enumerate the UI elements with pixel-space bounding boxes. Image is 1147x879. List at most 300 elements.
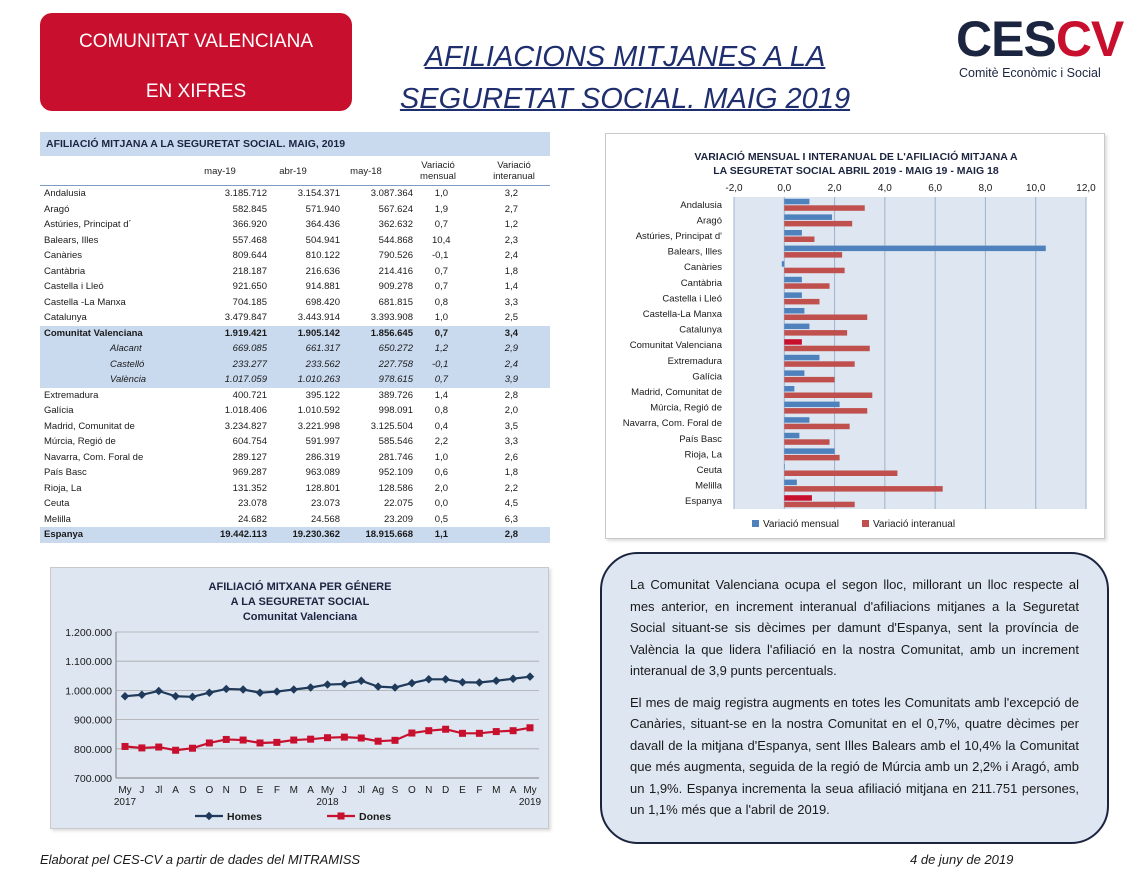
cell-name: València (110, 374, 147, 385)
legend-label-homes: Homes (227, 811, 263, 823)
table-row (40, 434, 550, 450)
cell-vi: 1,4 (504, 281, 518, 292)
bar-mensual (784, 324, 809, 330)
badge-line1: COMUNITAT VALENCIANA (78, 31, 313, 52)
cell-vm: 1,1 (434, 529, 448, 540)
cell-name: Balears, Illes (44, 234, 99, 246)
category-label: País Basc (679, 433, 722, 445)
category-label: Navarra, Com. Foral de (622, 418, 722, 430)
x-tick-label: O (205, 785, 214, 796)
y-tick-label: 700.000 (74, 773, 112, 785)
cell-abr19: 128.801 (305, 482, 340, 494)
cell-may18: 650.272 (378, 343, 413, 354)
point-homes (441, 675, 449, 683)
point-dones (510, 727, 517, 734)
cell-name: Aragó (44, 203, 70, 215)
bar-interanual (784, 361, 854, 367)
bar-chart-title-line2: LA SEGURETAT SOCIAL ABRIL 2019 - MAIG 19 - MAIG 18 (713, 165, 999, 177)
bar-mensual (784, 246, 1045, 252)
cell-may18: 18.915.668 (365, 529, 413, 540)
cell-may19: 604.754 (232, 436, 267, 447)
col-var-mensual: Variació mensual (420, 160, 456, 182)
cell-vm: 1,4 (434, 389, 448, 401)
table-row (40, 481, 550, 497)
point-dones (206, 739, 213, 746)
cell-vi: 2,9 (504, 343, 518, 354)
cell-vi: 3,5 (504, 420, 518, 432)
bar-interanual (784, 424, 849, 430)
commentary-paragraph-1: La Comunitat Valenciana ocupa el segon lloc, millorant un lloc respecte al mes anterior, en increment interanual d'afiliacions mitjanes a la Seguretat Social situant-se sis dècimes per damunt d'Espanya, sent la província de València la que lidera l'afiliació en la nostra Comunitat, amb un increment interanual de 3,9 punts percentuals. (630, 577, 1079, 678)
cell-may18: 998.091 (378, 405, 413, 416)
cell-vm: 0,7 (434, 265, 448, 277)
legend-label-mensual: Variació mensual (763, 519, 839, 530)
cell-vm: -0,1 (432, 250, 449, 261)
cell-name: Galícia (44, 405, 74, 416)
cell-vm: 1,9 (434, 203, 448, 215)
category-label: Comunitat Valenciana (629, 340, 722, 352)
cell-name: Ceuta (44, 498, 70, 509)
y-tick-label: 900.000 (74, 714, 112, 727)
cell-abr19: 19.230.362 (292, 529, 340, 540)
cell-name: Madrid, Comunitat de (44, 420, 135, 432)
cell-may18: 978.615 (378, 374, 413, 385)
x-tick-label: F (476, 785, 483, 796)
cell-vm: 0,5 (434, 513, 448, 525)
bar-mensual (784, 199, 809, 205)
bar-interanual (784, 221, 852, 227)
cell-abr19: 3.154.371 (297, 188, 340, 199)
table-row (40, 248, 550, 264)
gender-line-chart (50, 567, 549, 829)
cell-name: Espanya (44, 529, 84, 540)
cell-vi: 2,3 (504, 234, 518, 246)
cell-may19: 19.442.113 (219, 529, 267, 540)
cell-abr19: 698.420 (305, 296, 340, 308)
cell-name: Castella i Lleó (44, 281, 104, 292)
table-row (40, 202, 550, 218)
cell-may18: 23.209 (383, 513, 413, 525)
cell-vm: 2,0 (434, 482, 448, 494)
category-label: Aragó (696, 215, 722, 227)
cell-abr19: 395.122 (305, 389, 340, 401)
cell-may19: 3.185.712 (224, 188, 267, 199)
bar-mensual (784, 480, 797, 486)
cell-abr19: 571.940 (305, 203, 340, 215)
cell-name: Extremadura (44, 389, 99, 401)
badge-line2: EN XIFRES (145, 81, 247, 102)
legend-marker-dones (338, 813, 345, 820)
cell-may19: 366.920 (232, 219, 267, 230)
table-row (40, 295, 550, 311)
point-homes (171, 692, 179, 700)
cell-vm: 0,6 (434, 467, 448, 478)
point-homes (323, 680, 331, 688)
cell-abr19: 661.317 (305, 343, 340, 354)
cell-may18: 909.278 (378, 281, 413, 292)
x-tick-label: My (118, 785, 132, 796)
bar-interanual (784, 283, 829, 289)
cell-may18: 389.726 (378, 389, 413, 401)
point-dones (257, 739, 264, 746)
point-homes (509, 674, 517, 682)
table-row (40, 496, 550, 512)
cell-may18: 585.546 (378, 436, 413, 447)
col-var-interanual: Variació interanual (493, 160, 535, 182)
cell-abr19: 216.636 (305, 265, 340, 277)
table-header (40, 156, 550, 186)
cell-vi: 3,2 (504, 188, 518, 199)
bar-interanual (784, 455, 839, 461)
point-dones (223, 736, 230, 743)
x-tick-label: Ag (372, 785, 385, 796)
cell-vm: 1,0 (434, 188, 448, 199)
bar-mensual (784, 292, 802, 298)
cell-may19: 704.185 (232, 296, 267, 308)
cell-may18: 567.624 (378, 203, 413, 215)
point-homes (121, 692, 129, 700)
cell-abr19: 1.010.263 (297, 374, 340, 385)
x-tick-label: 2,0 (827, 183, 842, 194)
x-tick-label: D (442, 785, 450, 796)
point-homes (526, 672, 534, 680)
cell-may19: 1.018.406 (224, 405, 267, 416)
region-badge (40, 13, 352, 111)
point-dones (324, 734, 331, 741)
table-row-espanya (40, 527, 550, 543)
x-tick-label: S (189, 785, 196, 796)
category-label: Castella i Lleó (662, 293, 722, 305)
bar-mensual (784, 417, 809, 423)
year-label: 2017 (113, 797, 137, 808)
bar-interanual (784, 315, 867, 321)
point-dones (527, 724, 534, 731)
category-label: Espanya (685, 496, 722, 508)
table-row (40, 279, 550, 295)
cell-name: Castelló (110, 358, 145, 370)
affiliation-table (40, 132, 550, 543)
point-homes (138, 691, 146, 699)
category-label: Cantàbria (680, 277, 722, 289)
category-label: Extremadura (667, 355, 722, 367)
x-tick-label: A (509, 785, 517, 796)
cell-vi: 1,2 (504, 219, 518, 230)
bar-mensual (784, 355, 819, 361)
table-row (40, 233, 550, 249)
category-label: Canàries (683, 262, 722, 274)
cell-abr19: 23.073 (310, 498, 340, 509)
cell-vm: 2,2 (434, 436, 448, 447)
bar-interanual (784, 377, 834, 383)
point-homes (340, 680, 348, 688)
commentary-box (600, 552, 1109, 844)
category-label: Ceuta (696, 465, 722, 476)
cell-may19: 557.468 (232, 234, 267, 246)
x-tick-label: 6,0 (928, 183, 943, 194)
x-tick-label: 4,0 (877, 183, 892, 194)
table-row (40, 341, 550, 357)
bar-mensual (784, 448, 834, 454)
cell-may18: 544.868 (378, 234, 413, 246)
point-dones (290, 737, 297, 744)
table-title: AFILIACIÓ MITJANA A LA SEGURETAT SOCIAL. MAIG, 2019 (40, 132, 550, 156)
cell-abr19: 233.562 (305, 358, 340, 370)
point-dones (476, 730, 483, 737)
cell-vi: 1,8 (504, 467, 518, 478)
cell-abr19: 963.089 (305, 467, 340, 478)
x-tick-label: J (341, 785, 347, 796)
bar-interanual (784, 268, 844, 274)
point-homes (357, 677, 365, 685)
table-row (40, 357, 550, 373)
cell-may19: 809.644 (232, 250, 267, 261)
cell-may18: 790.526 (378, 250, 413, 261)
legend-label-dones: Dones (359, 811, 392, 823)
x-tick-label: S (391, 785, 399, 796)
cell-may19: 23.078 (237, 498, 267, 509)
cell-may18: 227.758 (378, 358, 413, 370)
cell-vm: 0,0 (434, 498, 448, 509)
point-homes (155, 687, 163, 695)
table-row (40, 450, 550, 466)
cell-name: Rioja, La (44, 482, 82, 494)
cell-may19: 969.287 (232, 467, 267, 478)
legend-marker-homes (205, 812, 213, 820)
x-tick-label: 10,0 (1025, 183, 1046, 194)
point-dones (375, 738, 382, 745)
cell-may18: 1.856.645 (370, 327, 413, 339)
category-label: Catalunya (679, 324, 722, 336)
cell-name: Andalusia (44, 188, 86, 199)
table-row (40, 512, 550, 528)
legend-swatch-mensual (752, 520, 759, 527)
point-homes (408, 679, 416, 687)
x-tick-label: 12,0 (1076, 183, 1096, 194)
cell-vi: 1,8 (504, 265, 518, 277)
x-tick-label: My (320, 785, 335, 796)
line-chart-title-line1: AFILIACIÓ MITXANA PER GÉNERE (208, 581, 392, 593)
point-dones (189, 745, 196, 752)
point-dones (122, 743, 129, 750)
category-label: Madrid, Comunitat de (631, 387, 722, 398)
cell-vi: 2,8 (504, 389, 518, 401)
page-title-line2: SEGURETAT SOCIAL. MAIG 2019 (399, 83, 851, 115)
category-label: Balears, Illes (667, 246, 722, 258)
logo-wordmark: CESCV (956, 11, 1124, 67)
point-dones (138, 744, 145, 751)
point-dones (459, 730, 466, 737)
table-row (40, 264, 550, 280)
cell-abr19: 810.122 (305, 250, 340, 261)
legend-label-interanual: Variació interanual (873, 519, 956, 530)
point-homes (290, 685, 298, 693)
cell-name: Melilla (44, 513, 71, 525)
cell-name: Castella -La Manxa (44, 296, 126, 308)
cell-may19: 233.277 (232, 358, 267, 370)
cell-may19: 3.234.827 (224, 420, 267, 432)
x-tick-label: M (289, 785, 298, 796)
category-label: Melilla (695, 480, 722, 492)
table-row (40, 186, 550, 202)
point-homes (475, 678, 483, 686)
cell-may19: 218.187 (232, 265, 267, 277)
x-tick-label: E (256, 785, 264, 796)
bar-mensual (782, 261, 785, 267)
cell-name: Múrcia, Regió de (44, 436, 116, 447)
bar-interanual (784, 486, 942, 492)
cell-vm: 0,7 (434, 327, 448, 339)
cell-vm: 0,7 (434, 281, 448, 292)
point-homes (239, 685, 247, 693)
cell-vi: 2,2 (504, 482, 518, 494)
cell-may19: 1.017.059 (224, 374, 267, 385)
point-dones (392, 737, 399, 744)
bar-interanual (784, 346, 869, 352)
point-dones (273, 739, 280, 746)
x-tick-label: M (492, 785, 501, 796)
cell-abr19: 3.221.998 (297, 420, 340, 432)
legend-swatch-interanual (862, 520, 869, 527)
cell-may18: 3.393.908 (370, 312, 413, 323)
cell-name: País Basc (44, 467, 87, 478)
bar-interanual (784, 299, 819, 305)
x-tick-label: 0,0 (777, 183, 792, 194)
cell-name: Canàries (44, 250, 83, 261)
point-homes (374, 682, 382, 690)
cell-vm: 0,7 (434, 219, 448, 230)
cell-vi: 2,4 (504, 250, 518, 261)
bar-interanual (784, 205, 864, 211)
x-tick-label: O (407, 785, 416, 796)
line-chart-title-line3: Comunitat Valenciana (242, 611, 358, 623)
cell-name: Navarra, Com. Foral de (44, 451, 144, 463)
table-row (40, 465, 550, 481)
x-tick-label: N (222, 785, 230, 796)
bar-mensual (784, 214, 832, 220)
cell-may19: 131.352 (232, 482, 267, 494)
point-homes (273, 687, 281, 695)
point-dones (307, 736, 314, 743)
point-dones (155, 744, 162, 751)
cell-vm: 1,2 (434, 343, 448, 354)
cell-name: Catalunya (44, 312, 87, 323)
cell-vi: 3,4 (504, 327, 518, 339)
variation-bar-chart (605, 133, 1105, 539)
col-may19: may-19 (204, 166, 236, 177)
cell-abr19: 1.905.142 (297, 327, 340, 339)
y-tick-label: 800.000 (74, 743, 112, 756)
cell-vi: 3,3 (504, 296, 518, 308)
point-homes (458, 678, 466, 686)
point-homes (256, 688, 264, 696)
cell-vm: 10,4 (432, 234, 451, 246)
bar-mensual (784, 495, 812, 501)
cell-may18: 3.087.364 (370, 188, 413, 199)
cell-may19: 289.127 (232, 451, 267, 463)
bar-interanual (784, 502, 854, 508)
point-homes (492, 677, 500, 685)
y-tick-label: 1.200.000 (65, 627, 112, 639)
bar-mensual (784, 339, 802, 345)
publication-date: 4 de juny de 2019 (910, 852, 1014, 867)
point-dones (358, 734, 365, 741)
logo-subtitle: Comitè Econòmic i Social (959, 66, 1101, 80)
point-dones (408, 730, 415, 737)
cell-vm: -0,1 (432, 358, 449, 370)
point-dones (240, 737, 247, 744)
cell-vi: 2,5 (504, 312, 518, 323)
line-chart-title-line2: A LA SEGURETAT SOCIAL (230, 596, 370, 608)
bar-mensual (784, 277, 802, 283)
x-tick-label: Jl (155, 785, 163, 796)
bar-interanual (784, 330, 847, 336)
cell-may19: 921.650 (232, 281, 267, 292)
variation-bar-chart-svg (606, 134, 1106, 540)
x-tick-label: J (139, 785, 145, 796)
point-homes (222, 685, 230, 693)
category-label: Castella-La Manxa (642, 309, 722, 320)
y-tick-label: 1.000.000 (65, 685, 112, 698)
year-label: 2018 (316, 797, 339, 808)
point-dones (172, 747, 179, 754)
cell-name: Cantàbria (44, 265, 86, 277)
x-tick-label: -2,0 (725, 183, 743, 194)
cell-vm: 0,8 (434, 405, 448, 416)
cell-vi: 6,3 (504, 513, 518, 525)
gender-line-chart-svg (51, 568, 550, 830)
x-tick-label: A (172, 785, 179, 796)
point-homes (205, 688, 213, 696)
point-dones (442, 726, 449, 733)
cell-abr19: 1.010.592 (297, 405, 340, 416)
bar-mensual (784, 402, 839, 408)
point-dones (425, 727, 432, 734)
cell-vi: 2,7 (504, 203, 518, 215)
cell-name: Comunitat Valenciana (44, 327, 143, 339)
bar-interanual (784, 439, 829, 445)
cell-may18: 952.109 (378, 467, 413, 478)
bar-interanual (784, 408, 867, 414)
cell-may19: 400.721 (232, 389, 267, 401)
page-title (390, 36, 860, 120)
table-row (40, 372, 550, 388)
cell-vm: 0,7 (434, 374, 448, 385)
cell-abr19: 914.881 (305, 281, 340, 292)
table-row (40, 217, 550, 233)
cell-may19: 1.919.421 (224, 327, 267, 339)
cell-abr19: 364.436 (305, 219, 340, 230)
table-row (40, 419, 550, 435)
page-title-line1: AFILIACIONS MITJANES A LA (424, 41, 826, 73)
x-tick-label: N (425, 785, 433, 796)
cell-may19: 669.085 (232, 343, 267, 354)
cell-abr19: 24.568 (310, 513, 340, 525)
cell-may18: 22.075 (383, 498, 413, 509)
cell-may18: 362.632 (378, 219, 413, 230)
bar-mensual (784, 230, 802, 236)
col-may18: may-18 (350, 166, 382, 177)
point-dones (341, 734, 348, 741)
cell-abr19: 504.941 (305, 234, 340, 246)
cell-vi: 2,4 (504, 358, 518, 370)
ces-cv-logo (956, 11, 1126, 84)
cell-vi: 2,6 (504, 451, 518, 463)
cell-vm: 0,8 (434, 296, 448, 308)
point-homes (188, 693, 196, 701)
cell-vi: 4,5 (504, 498, 518, 509)
x-tick-label: F (273, 785, 280, 796)
bar-interanual (784, 237, 814, 243)
commentary-paragraph-2: El mes de maig registra augments en totes les Comunitats amb l'excepció de Canàries, situant-se en la nostra Comunitat en el 0,7%, quatre dècimes per davall de la mitjana d'Espanya, sent Illes Balears amb el 10,4% la Comunitat que més augmenta, seguida de la regió de Múrcia amb un 2,2% i Aragó, amb un 1,9%. Espanya incrementa la seua afiliació mitjana en 211.751 persones, un 1,1% més que a l'abril de 2019. (630, 694, 1079, 817)
